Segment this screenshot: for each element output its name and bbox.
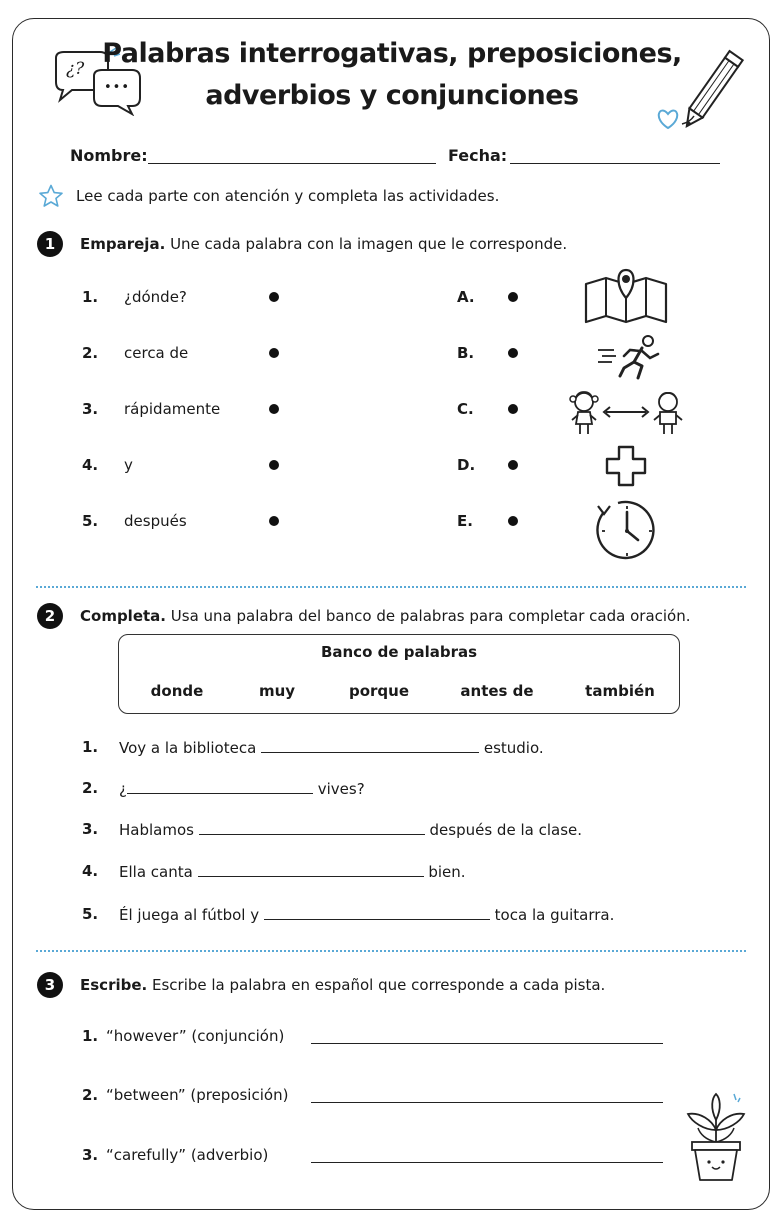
sentence-blank[interactable] xyxy=(199,820,425,835)
clue-number: 1. xyxy=(82,1027,99,1045)
match-item-text: y xyxy=(124,456,133,474)
clue-answer-field[interactable] xyxy=(311,1102,663,1103)
section-divider xyxy=(36,950,746,952)
match-dot-right[interactable] xyxy=(508,348,518,358)
word-bank-item: muy xyxy=(258,682,296,700)
section-divider xyxy=(36,586,746,588)
intro-text: Lee cada parte con atención y completa las actividades. xyxy=(76,187,500,205)
match-item-text: cerca de xyxy=(124,344,189,362)
sentence-after: después de la clase. xyxy=(429,821,582,839)
sentence-text xyxy=(119,905,614,924)
clue-answer-field[interactable] xyxy=(311,1043,663,1044)
star-icon xyxy=(38,184,64,208)
sentence-number: 5. xyxy=(82,905,99,923)
date-field[interactable] xyxy=(510,163,720,164)
two-children-arrow-icon xyxy=(564,388,688,440)
page-title-line2: adverbios y conjunciones xyxy=(205,80,579,111)
word-bank-item: donde xyxy=(150,682,204,700)
match-item-text: ¿dónde? xyxy=(124,288,187,306)
section3-instruction: Escribe la palabra en español que corresponde a cada pista. xyxy=(152,976,606,994)
clue-answer-field[interactable] xyxy=(311,1162,663,1163)
pencil-icon xyxy=(654,44,754,140)
match-dot-left[interactable] xyxy=(269,460,279,470)
potted-plant-icon xyxy=(680,1090,752,1184)
match-item-number: 5. xyxy=(82,512,99,530)
sentence-text xyxy=(119,779,365,798)
word-bank xyxy=(118,634,680,714)
match-dot-right[interactable] xyxy=(508,460,518,470)
plus-icon xyxy=(604,444,648,488)
sentence-blank[interactable] xyxy=(264,905,490,920)
sentence-before: Hablamos xyxy=(119,821,194,839)
section3-number: 3 xyxy=(37,972,63,998)
section3-header xyxy=(80,976,605,994)
clue-text: “between” (preposición) xyxy=(106,1086,289,1104)
clue-text: “carefully” (adverbio) xyxy=(106,1146,269,1164)
map-pin-icon xyxy=(582,266,670,326)
clock-icon xyxy=(594,498,660,562)
match-dot-left[interactable] xyxy=(269,516,279,526)
match-option-letter: D. xyxy=(457,456,476,474)
sentence-text xyxy=(119,820,582,839)
sentence-after: vives? xyxy=(317,780,365,798)
name-field[interactable] xyxy=(148,163,436,164)
sentence-after: bien. xyxy=(428,863,466,881)
sentence-blank[interactable] xyxy=(127,779,313,794)
sentence-after: toca la guitarra. xyxy=(494,906,615,924)
section2-header xyxy=(80,607,691,625)
sentence-after: estudio. xyxy=(483,739,544,757)
section2-number: 2 xyxy=(37,603,63,629)
sentence-text xyxy=(119,862,466,881)
match-dot-right[interactable] xyxy=(508,516,518,526)
section1-instruction: Une cada palabra con la imagen que le corresponde. xyxy=(170,235,568,253)
match-dot-left[interactable] xyxy=(269,292,279,302)
section2-instruction: Usa una palabra del banco de palabras para completar cada oración. xyxy=(170,607,691,625)
sentence-number: 1. xyxy=(82,738,99,756)
clue-number: 2. xyxy=(82,1086,99,1104)
page-title-line1: Palabras interrogativas, preposiciones, xyxy=(102,38,682,69)
match-item-text: rápidamente xyxy=(124,400,221,418)
section1-number: 1 xyxy=(37,231,63,257)
match-option-letter: B. xyxy=(457,344,475,362)
match-dot-right[interactable] xyxy=(508,292,518,302)
sentence-number: 2. xyxy=(82,779,99,797)
match-dot-left[interactable] xyxy=(269,348,279,358)
clue-text: “however” (conjunción) xyxy=(106,1027,285,1045)
sentence-number: 4. xyxy=(82,862,99,880)
sentence-before: Ella canta xyxy=(119,863,193,881)
speech-bubble-dots: ••• xyxy=(104,80,131,95)
sentence-blank[interactable] xyxy=(261,738,479,753)
word-bank-item: antes de xyxy=(460,682,534,700)
running-person-icon xyxy=(596,334,666,382)
clue-number: 3. xyxy=(82,1146,99,1164)
match-item-number: 1. xyxy=(82,288,99,306)
sentence-number: 3. xyxy=(82,820,99,838)
match-option-letter: C. xyxy=(457,400,474,418)
match-item-number: 4. xyxy=(82,456,99,474)
section1-heading: Empareja. xyxy=(80,235,166,253)
section2-heading: Completa. xyxy=(80,607,166,625)
sentence-blank[interactable] xyxy=(198,862,424,877)
section1-header xyxy=(80,235,567,253)
section3-heading: Escribe. xyxy=(80,976,148,994)
match-dot-left[interactable] xyxy=(269,404,279,414)
match-item-text: después xyxy=(124,512,187,530)
match-item-number: 2. xyxy=(82,344,99,362)
word-bank-title: Banco de palabras xyxy=(320,643,478,661)
word-bank-item: también xyxy=(585,682,655,700)
sentence-before: ¿ xyxy=(119,780,127,798)
match-option-letter: A. xyxy=(457,288,475,306)
match-dot-right[interactable] xyxy=(508,404,518,414)
date-label: Fecha: xyxy=(448,146,508,165)
speech-bubble-text: ¿? xyxy=(66,59,85,79)
sentence-before: Él juega al fútbol y xyxy=(119,906,260,924)
sentence-before: Voy a la biblioteca xyxy=(119,739,257,757)
match-item-number: 3. xyxy=(82,400,99,418)
word-bank-item: porque xyxy=(348,682,410,700)
match-option-letter: E. xyxy=(457,512,473,530)
name-label: Nombre: xyxy=(70,146,148,165)
sentence-text xyxy=(119,738,544,757)
